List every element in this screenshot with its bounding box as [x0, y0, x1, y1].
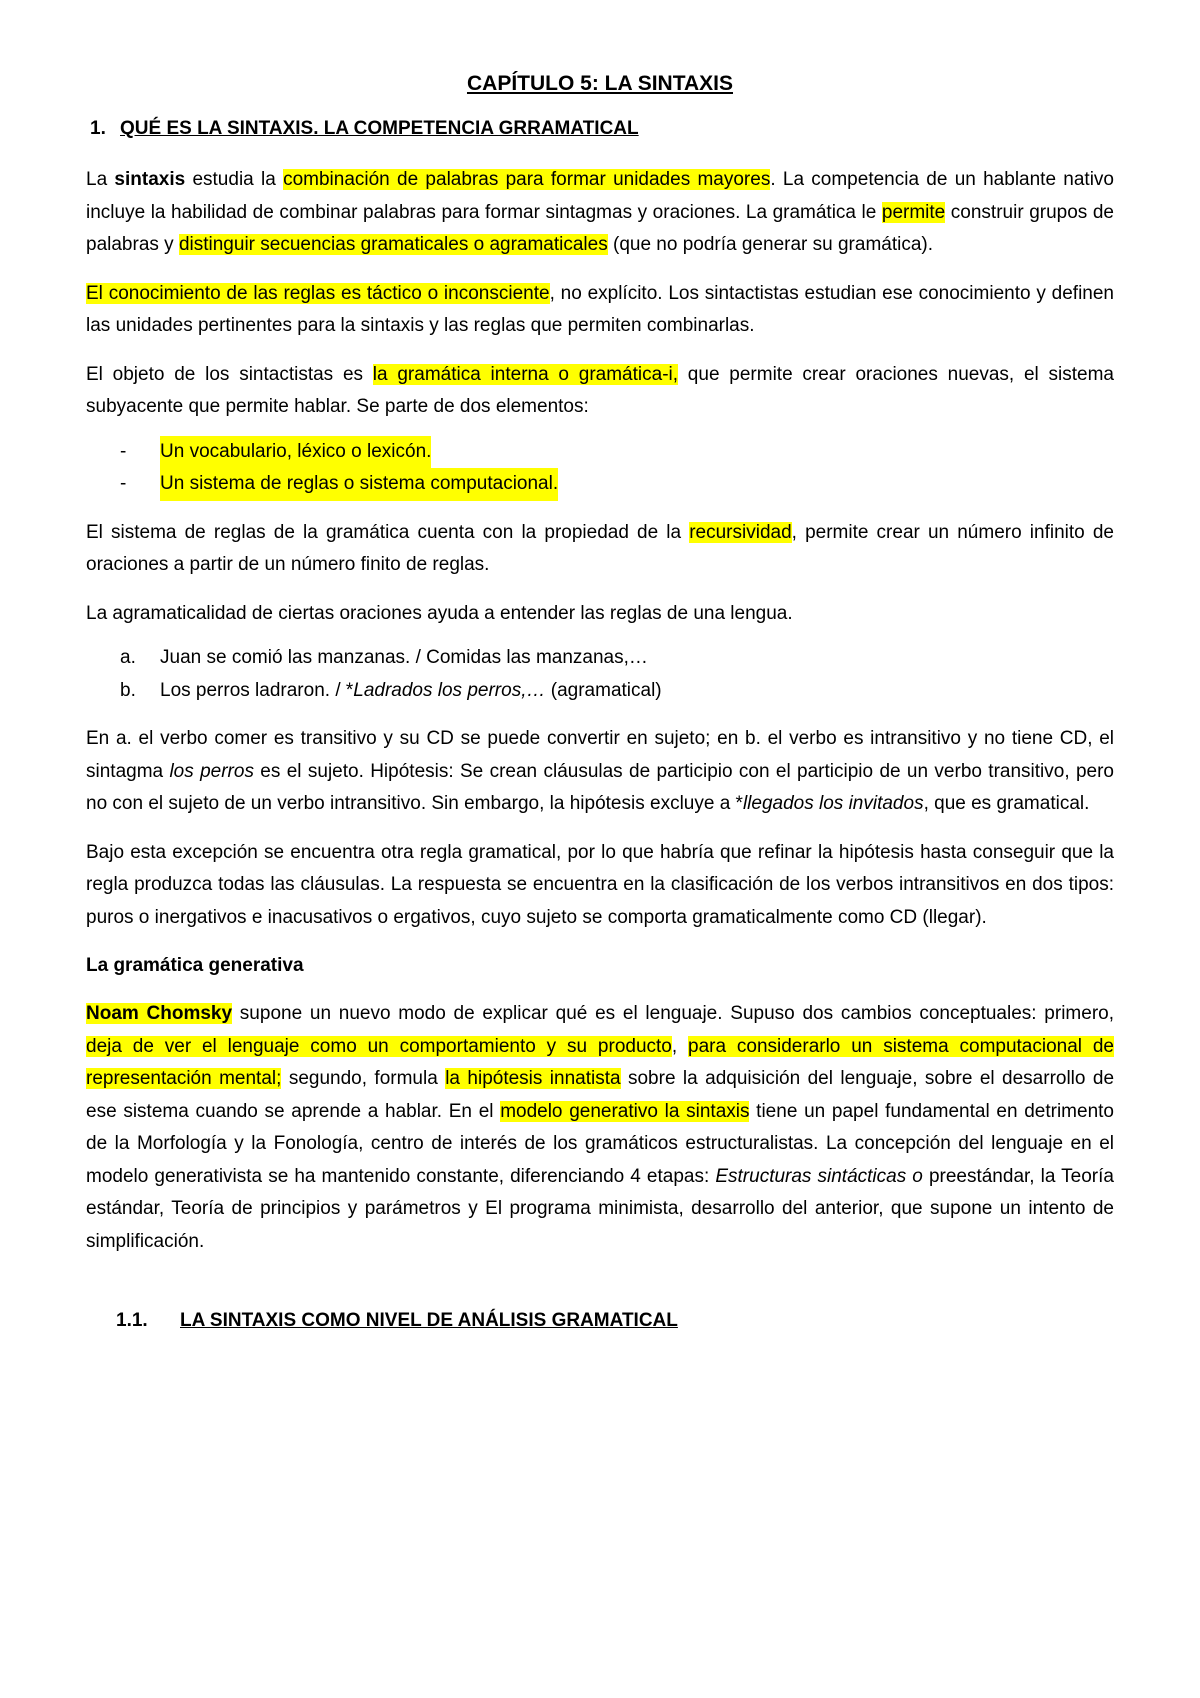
paragraph-3	[86, 359, 1114, 424]
text-run: tiene un papel fundamental en detrimento de la Morfología y la Fonología, centro de interés de los gramáticos estructuralistas. La concepción del lenguaje en el modelo generativista se ha mantenido constante, diferenciando 4 etapas:	[86, 1100, 1114, 1187]
text-run: Los perros ladraron. / *	[160, 679, 354, 701]
elements-list	[86, 436, 1114, 501]
highlighted-text: permite	[881, 201, 946, 223]
highlighted-text: modelo generativo la sintaxis	[500, 1100, 750, 1122]
text-run: ,	[671, 1035, 688, 1057]
bold-term: sintaxis	[114, 169, 186, 190]
text-run: segundo, formula	[281, 1068, 446, 1089]
paragraph-5: La agramaticalidad de ciertas oraciones ayuda a entender las reglas de una lengua.	[86, 602, 793, 624]
text-run: es el sujeto. Hipótesis: Se crean cláusulas de participio con el participio de un verbo transitivo, pero no con el sujeto de un verbo intransitivo. Sin embargo, la hipótesis excluye a *	[86, 760, 1115, 814]
list-marker: -	[120, 473, 127, 494]
text-run: que permite crear oraciones nuevas, el sistema subyacente que permite hablar. Se parte de dos elementos:	[86, 363, 1114, 417]
text-run: estudia la	[185, 169, 284, 190]
list-marker: a.	[120, 647, 136, 668]
list-item	[86, 675, 1114, 708]
text-run: , no explícito. Los sintactistas estudian ese conocimiento y definen las unidades pertinentes para la sintaxis y las reglas que permiten combinarlas.	[86, 282, 1114, 336]
italic-text: llegados los invitados	[742, 793, 924, 814]
italic-text: los perros	[169, 760, 254, 782]
list-item	[86, 468, 1114, 501]
example-text	[160, 675, 662, 708]
highlighted-text: deja de ver el lenguaje como un comportamiento y su producto	[86, 1035, 672, 1057]
list-item	[86, 642, 1114, 675]
text-run: En a. el verbo comer es transitivo y su CD se puede convertir en sujeto; en b. el verbo es intransitivo y no tiene CD, el sintagma	[86, 728, 1114, 782]
text-run: Juan se comió las manzanas. / Comidas las manzanas,…	[160, 647, 648, 668]
highlighted-text: Un vocabulario, léxico o lexicón.	[160, 436, 431, 469]
text-run: , que es gramatical.	[923, 793, 1090, 814]
highlighted-text: Un sistema de reglas o sistema computacional.	[160, 468, 558, 501]
highlighted-text	[86, 1003, 232, 1024]
text-run: (que no podría generar su gramática).	[607, 234, 934, 255]
section-heading-1	[86, 118, 1114, 140]
text-run: preestándar, la Teoría estándar, Teoría de principios y parámetros y El programa minimista, desarrollo del anterior, que supone un intento de simplificación.	[86, 1165, 1114, 1252]
paragraph-4	[86, 517, 1114, 582]
text-run: El objeto de los sintactistas es	[86, 363, 373, 385]
text-run: (agramatical)	[545, 679, 662, 701]
bold-term: Noam Chomsky	[86, 1003, 233, 1024]
highlighted-text: El conocimiento de las reglas es táctico o inconsciente	[86, 282, 550, 304]
italic-text: Estructuras sintácticas o	[715, 1165, 923, 1187]
paragraph-6	[86, 723, 1114, 821]
document-page	[86, 72, 1114, 1332]
list-marker: b.	[120, 679, 136, 701]
text-run: sobre la adquisición del lenguaje, sobre el desarrollo de ese sistema cuando se aprende a hablar. En el	[86, 1068, 1115, 1122]
highlighted-text: la gramática interna o gramática-i,	[372, 363, 679, 385]
text-run: construir grupos de palabras y	[86, 201, 1114, 255]
paragraph-8	[86, 998, 1114, 1258]
section-number: 1.	[90, 118, 106, 139]
italic-text: Ladrados los perros,…	[353, 679, 546, 701]
text-run: La	[86, 169, 115, 190]
examples-list	[86, 642, 1114, 707]
list-marker: -	[120, 440, 127, 462]
paragraph-2	[86, 278, 1114, 343]
highlighted-text: la hipótesis innatista	[445, 1068, 621, 1089]
section-number: 1.1.	[116, 1310, 148, 1331]
section-heading-1-1	[86, 1310, 1114, 1332]
text-run: . La competencia de un hablante nativo incluye la habilidad de combinar palabras para formar sintagmas y oraciones. La gramática le	[86, 169, 1114, 223]
highlighted-text: distinguir secuencias gramaticales o agramaticales	[178, 234, 608, 255]
example-text	[160, 642, 648, 675]
text-run: , permite crear un número infinito de oraciones a partir de un número finito de reglas.	[86, 521, 1114, 575]
paragraph-1	[86, 164, 1114, 262]
highlighted-text: para considerarlo un sistema computacional de representación mental;	[86, 1035, 1114, 1089]
section-title: QUÉ ES LA SINTAXIS. LA COMPETENCIA GRRAMATICAL	[120, 118, 639, 139]
paragraph-7: Bajo esta excepción se encuentra otra regla gramatical, por lo que habría que refinar la hipótesis hasta conseguir que la regla produzca todas las cláusulas. La respuesta se encuentra en la clasificación de los verbos intransitivos en dos tipos: puros o inergativos e inacusativos o ergativos, cuyo sujeto se comporta gramaticalmente como CD (llegar).	[86, 841, 1114, 928]
list-item	[86, 436, 1114, 469]
section-title: LA SINTAXIS COMO NIVEL DE ANÁLISIS GRAMATICAL	[180, 1310, 678, 1331]
subheading: La gramática generativa	[86, 955, 304, 976]
highlighted-text: recursividad	[689, 521, 792, 543]
text-run: supone un nuevo modo de explicar qué es el lenguaje. Supuso dos cambios conceptuales: primero,	[232, 1003, 1114, 1024]
highlighted-text: combinación de palabras para formar unidades mayores	[283, 169, 771, 190]
chapter-title: CAPÍTULO 5: LA SINTAXIS	[466, 72, 733, 95]
text-run: El sistema de reglas de la gramática cuenta con la propiedad de la	[86, 521, 690, 543]
